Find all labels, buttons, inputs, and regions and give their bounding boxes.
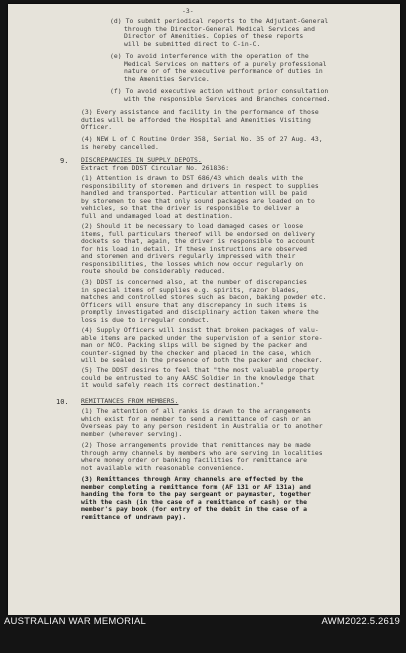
sec9-p1-line: (1) Attention is drawn to DST 686/43 which deals with the (81, 174, 304, 182)
sec9-p3-line: Officers will ensure that any discrepancy in such items is (81, 300, 308, 309)
sec9-p3-line: in special items of supplies e.g. spirits, razor blades, (81, 285, 300, 294)
sec10-p3-line: with the cash (in the case of a remittance of cash) or the (81, 497, 308, 506)
sec9-p5-line: (5) The DDST desires to feel that "the most valuable property (81, 366, 319, 374)
sec9-p3-line: (3) DDST is concerned also, at the number of discrepancies (81, 278, 308, 286)
sec10-p3-line: member completing a remittance form (AF 131 or AF 131a) and (81, 482, 311, 491)
para-d-line: will be submitted direct to C-in-C. (124, 39, 261, 48)
sec9-p2-line: for his load in detail. If these instructions are observed (81, 244, 308, 253)
sec9-p1-line: handled and transported. Particular attention will be paid (81, 189, 308, 197)
sec9-p4-line: man or NCO. Packing slips will be signed by the packer and (81, 341, 308, 349)
sec9-p2-line: (2) Should it be necessary to load damaged cases or loose (81, 222, 304, 230)
para-d-line: through the Director-General Medical Services and (124, 24, 315, 33)
para-3-line: (3) Every assistance and facility in the performance of those (81, 108, 319, 116)
section-9-title: DISCREPANCIES IN SUPPLY DEPOTS. (81, 156, 202, 164)
sec9-p4-line: (4) Supply Officers will insist that broken packages of valu- (81, 326, 319, 334)
sec10-p2-line: (2) Those arrangements provide that remittances may be made (81, 441, 311, 449)
sec10-p2-line: not available with reasonable convenience. (81, 463, 245, 472)
para-e-line: Medical Services on matters of a purely professional (124, 59, 327, 68)
sec10-p1-line: which exist for a member to send a remittance of cash or an (81, 414, 311, 423)
sec9-p1-line: full and undamaged load at destination. (81, 211, 234, 220)
sec10-p1-line: Overseas pay to any person resident in Australia or to another (81, 422, 323, 430)
sec10-p1-line: (1) The attention of all ranks is drawn to the arrangements (81, 407, 311, 415)
sec10-p2-line: where money order or banking facilities for remittance are (81, 456, 308, 464)
section-10-number: 10. (56, 398, 69, 406)
sec9-p2-line: route should be considerably reduced. (81, 267, 226, 275)
sec10-p3-line: (3) Remittances through Army channels are effected by the (81, 475, 304, 483)
sec9-p5-line: it would safely reach its correct destination." (81, 381, 265, 389)
sec9-p4-line: counter-signed by the checker and placed in the case, which (81, 348, 311, 357)
para-3-line: duties will be afforded the Hospital and Amenities Visiting (81, 115, 311, 124)
sec9-p5-line: could be entrusted to any AASC Soldier in the knowledge that (81, 373, 315, 382)
page-number: -3- (182, 7, 194, 15)
para-f-line: (f) To avoid executive action without prior consultation (110, 87, 329, 95)
para-d-line: Director of Amenities. Copies of these reports (124, 32, 304, 40)
section-9-number: 9. (60, 157, 69, 165)
sec9-p4-line: will be sealed in the presence of both the packer and checker. (81, 356, 323, 364)
sec10-p3-line: member's pay book (for entry of the debit in the case of a (81, 505, 308, 513)
sec9-p2-line: responsibilities, the losses which now occur regularly on (81, 259, 304, 268)
footer-institution: AUSTRALIAN WAR MEMORIAL (4, 616, 147, 627)
sec9-p2-line: and storemen and drivers regularly impressed with their (81, 252, 296, 260)
para-f-line: with the responsible Services and Branches concerned. (124, 94, 331, 103)
para-4-line: is hereby cancelled. (81, 142, 159, 151)
sec10-p3-line: remittance of undrawn pay). (81, 512, 187, 521)
document-page (8, 4, 400, 615)
para-d-line: (d) To submit periodical reports to the Adjutant-General (110, 17, 329, 25)
sec9-p4-line: able items are packed under the supervision of a senior store- (81, 333, 323, 342)
sec9-p3-line: loss is due to irregular conduct. (81, 315, 210, 324)
para-e-line: nature or of the executive performance of duties in (124, 67, 323, 75)
sec9-p2-line: items, full particulars thereof will be endorsed on delivery (81, 229, 315, 238)
section-10-title: REMITTANCES FROM MEMBERS. (81, 397, 179, 405)
sec10-p2-line: through army channels by members who are serving in localities (81, 448, 323, 457)
sec9-p1-line: by storemen to see that only sound packages are loaded on to (81, 196, 315, 205)
sec10-p1-line: member (wherever serving). (81, 429, 183, 438)
sec9-p1-line: responsibility of storemen and drivers in respect to supplies (81, 181, 319, 190)
para-e-line: the Amenities Service. (124, 74, 210, 83)
para-4-line: (4) NEW L of C Routine Order 358, Serial No. 35 of 27 Aug. 43, (81, 135, 323, 143)
section-9-extract: Extract from DDST Circular No. 261836: (81, 163, 230, 172)
sec9-p3-line: matches and controlled stores such as bacon, baking powder etc. (81, 293, 327, 301)
para-3-line: Officer. (81, 123, 113, 131)
sec10-p3-line: handing the form to the pay sergeant or paymaster, together (81, 490, 311, 498)
footer-accession-number: AWM2022.5.2619 (321, 616, 400, 627)
para-e-line: (e) To avoid interference with the operation of the (110, 52, 309, 60)
sec9-p2-line: dockets so that, again, the driver is responsible to account (81, 237, 315, 245)
sec9-p3-line: promptly investigated and disciplinary action taken where the (81, 308, 319, 316)
sec9-p1-line: vehicles, so that the driver is responsible to deliver a (81, 204, 300, 212)
